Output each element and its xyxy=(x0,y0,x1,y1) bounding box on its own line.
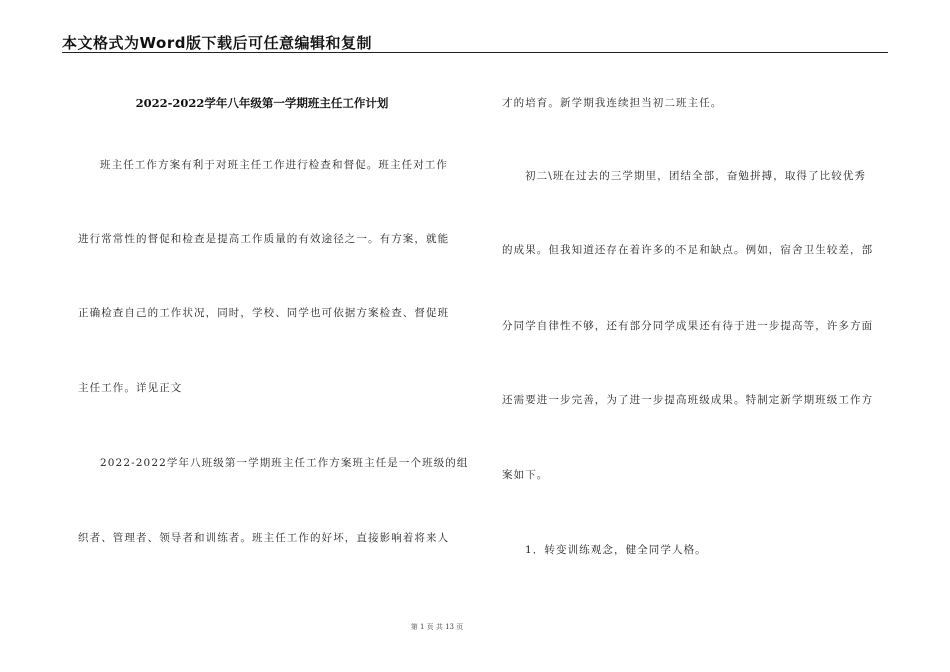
top-banner: 本文格式为Word版下载后可任意编辑和复制 xyxy=(62,34,372,52)
right-line-1: 才的培育。新学期我连续担当初二班主任。 xyxy=(502,97,723,109)
left-line-4: 主任工作。详见正文 xyxy=(78,382,183,394)
right-line-3: 的成果。但我知道还存在着许多的不足和缺点。例如，宿舍卫生较差，部 xyxy=(502,244,874,256)
right-line-2: 初二\班在过去的三学期里，团结全部，奋勉拼搏，取得了比较优秀 xyxy=(525,170,867,182)
page-number: 第 1 页 共 13 页 xyxy=(410,623,464,631)
right-line-7: 1．转变训练观念，健全同学人格。 xyxy=(525,544,707,556)
right-line-5: 还需要进一步完善，为了进一步提高班级成果。特制定新学期班级工作方 xyxy=(502,394,874,406)
right-line-6: 案如下。 xyxy=(502,469,549,481)
left-line-1: 班主任工作方案有利于对班主任工作进行检查和督促。班主任对工作 xyxy=(100,159,448,171)
right-line-4: 分同学自律性不够，还有部分同学成果还有待于进一步提高等，许多方面 xyxy=(502,320,874,332)
document-title: 2022-2022学年八年级第一学期班主任工作计划 xyxy=(135,96,389,110)
left-line-2: 进行常常性的督促和检查是提高工作质量的有效途径之一。有方案，就能 xyxy=(78,233,450,245)
banner-divider xyxy=(62,52,888,53)
left-line-6: 织者、管理者、领导者和训练者。班主任工作的好坏，直接影响着将来人 xyxy=(78,532,450,544)
left-line-5: 2022-2022学年八班级第一学期班主任工作方案班主任是一个班级的组 xyxy=(100,457,469,469)
left-line-3: 正确检查自己的工作状况，同时，学校、同学也可依据方案检查、督促班 xyxy=(78,307,450,319)
